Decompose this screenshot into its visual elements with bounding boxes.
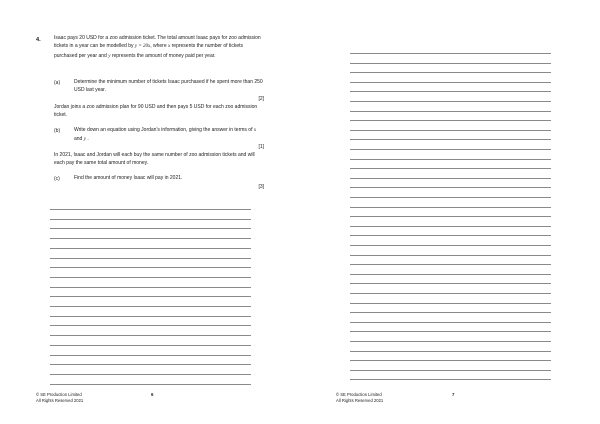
answer-line xyxy=(50,316,251,317)
answer-line xyxy=(350,370,551,371)
answer-line xyxy=(350,178,551,179)
answer-line xyxy=(350,82,551,83)
answer-line xyxy=(350,101,551,102)
answer-line xyxy=(350,149,551,150)
answer-line xyxy=(350,293,551,294)
answer-line xyxy=(50,219,251,220)
answer-line xyxy=(50,267,251,268)
question-number: 4. xyxy=(36,37,41,43)
answer-line xyxy=(50,306,251,307)
part-b-marks: [1] xyxy=(258,144,264,150)
answer-line xyxy=(50,277,251,278)
answer-line xyxy=(350,341,551,342)
answer-line xyxy=(50,345,251,346)
part-b-label: (b) xyxy=(54,128,61,134)
answer-line xyxy=(350,168,551,169)
answer-line xyxy=(350,255,551,256)
page-number-right: 7 xyxy=(452,392,455,397)
part-c-label: (c) xyxy=(54,176,60,182)
answer-line xyxy=(350,331,551,332)
answer-line xyxy=(50,228,251,229)
part-a-label: (a) xyxy=(54,80,61,86)
answer-line xyxy=(50,325,251,326)
answer-line xyxy=(350,63,551,64)
answer-line xyxy=(50,384,251,385)
answer-line xyxy=(50,296,251,297)
answer-line xyxy=(350,351,551,352)
answer-line xyxy=(350,120,551,121)
answer-line xyxy=(350,159,551,160)
answer-line xyxy=(50,364,251,365)
jordan-text: Jordan joins a zoo admission plan for 90 USD and then pays 5 USD for each zoo admission ticket. xyxy=(54,104,258,119)
part-c-text: Find the amount of money Isaac will pay in 2021. xyxy=(74,175,183,181)
answer-line xyxy=(50,248,251,249)
answer-line xyxy=(350,379,551,380)
answer-line xyxy=(350,360,551,361)
answer-line xyxy=(350,187,551,188)
answer-line xyxy=(50,287,251,288)
answer-line xyxy=(350,53,551,54)
answer-line xyxy=(50,209,251,210)
answer-line xyxy=(350,91,551,92)
answer-line xyxy=(50,335,251,336)
variable-y: y xyxy=(108,53,111,59)
variable-x: x xyxy=(168,44,171,50)
part-a-text: Determine the minimum number of tickets Isaac purchased if he spent more than 250 USD last year. xyxy=(74,79,263,94)
question-intro: Isaac pays 20 USD for a zoo admission ticket. The total amount Isaac pays for zoo admission tickets in a year can be modelled by y = 20x, where x represents the number of tickets purchased per year and y represents the amount of money paid per year. xyxy=(54,35,261,59)
part-a-marks: [2] xyxy=(258,96,264,102)
answer-line xyxy=(350,216,551,217)
answer-line xyxy=(350,322,551,323)
answer-line xyxy=(350,197,551,198)
answer-line xyxy=(50,258,251,259)
answer-line xyxy=(350,72,551,73)
answer-line xyxy=(350,245,551,246)
answer-line xyxy=(350,264,551,265)
model-equation: y = 20x xyxy=(134,44,151,50)
answer-line xyxy=(350,130,551,131)
answer-line xyxy=(50,374,251,375)
answer-line xyxy=(350,312,551,313)
answer-line xyxy=(50,238,251,239)
answer-line xyxy=(350,283,551,284)
page-number-left: 6 xyxy=(151,392,154,397)
part-b-text: Write down an equation using Jordan's information, giving the answer in terms of x and y . xyxy=(74,127,257,143)
answer-line xyxy=(350,303,551,304)
footer-left: © SE Production Limited All Rights Reserved 2021 xyxy=(36,392,84,403)
right-page xyxy=(300,0,600,424)
answer-line xyxy=(350,207,551,208)
answer-line xyxy=(350,111,551,112)
part-c-marks: [3] xyxy=(258,184,264,190)
answer-line xyxy=(350,226,551,227)
answer-line xyxy=(350,235,551,236)
answer-line xyxy=(350,274,551,275)
context-2021: In 2021, Isaac and Jordan will each buy the same number of zoo admission tickets and will each pay the same total amount of money. xyxy=(54,152,255,167)
footer-right: © SE Production Limited All Rights Reserved 2021 xyxy=(336,392,384,403)
answer-line xyxy=(50,355,251,356)
answer-line xyxy=(350,139,551,140)
